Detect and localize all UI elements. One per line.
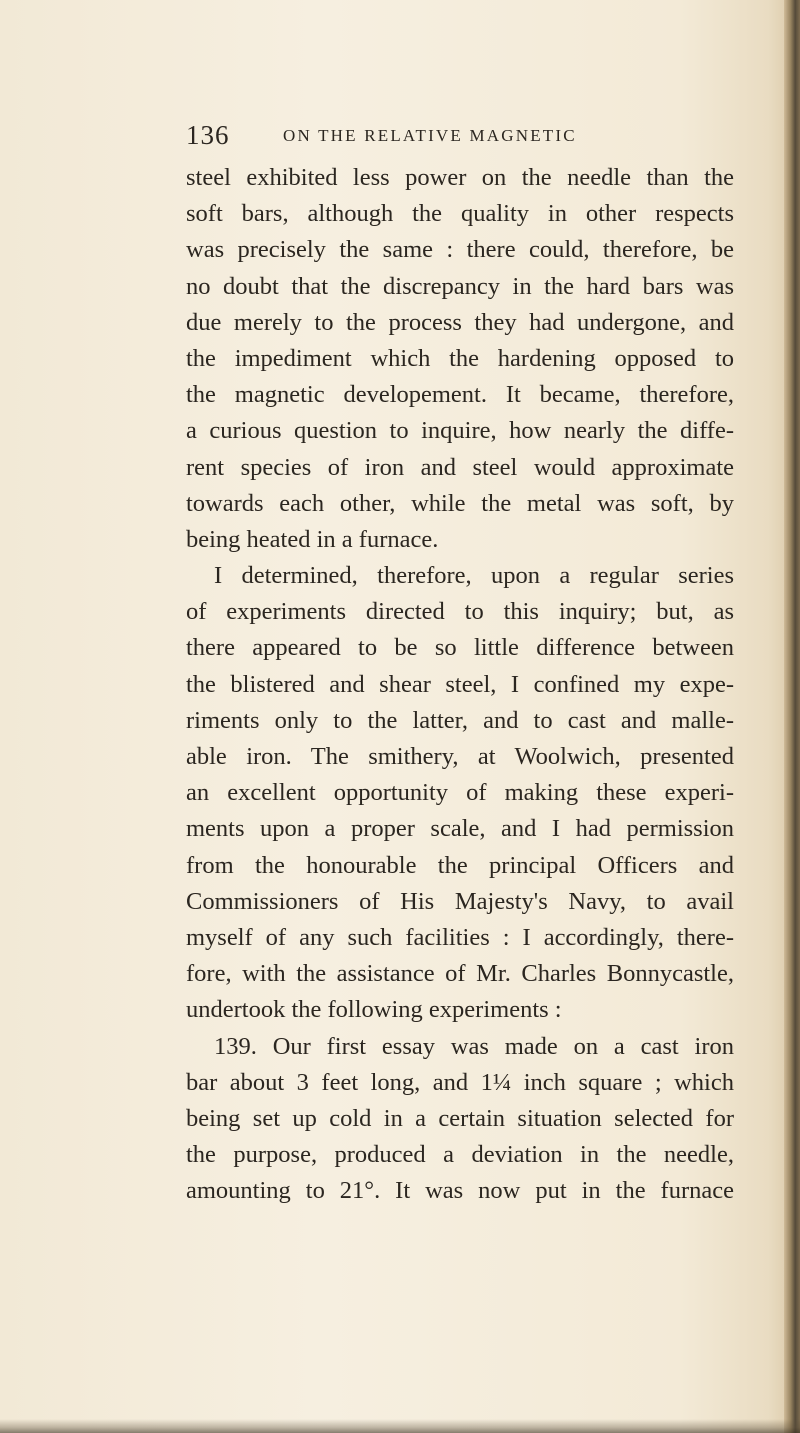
text-line: amounting to 21°. It was now put in the furnace bbox=[186, 1177, 734, 1205]
page-binding-edge bbox=[784, 0, 800, 1433]
text-line: steel exhibited less power on the needle than the bbox=[186, 164, 734, 191]
running-head: ON THE RELATIVE MAGNETIC bbox=[283, 126, 577, 145]
text-line: being heated in a furnace. bbox=[186, 525, 439, 553]
text-line: towards each other, while the metal was soft, by bbox=[186, 489, 734, 517]
text-line: the magnetic developement. It became, therefore, bbox=[186, 381, 734, 409]
page-number: 136 bbox=[186, 120, 230, 150]
text-line: ments upon a proper scale, and I had permission bbox=[186, 815, 734, 843]
page-bottom-edge bbox=[0, 1419, 800, 1433]
text-line: soft bars, although the quality in other respects bbox=[186, 200, 734, 228]
text-line: myself of any such facilities : I accordingly, there- bbox=[186, 923, 734, 951]
text-line: an excellent opportunity of making these experi- bbox=[186, 779, 734, 807]
text-line: Commissioners of His Majesty's Navy, to avail bbox=[186, 887, 734, 915]
text-line: being set up cold in a certain situation selected for bbox=[186, 1104, 734, 1132]
text-line: fore, with the assistance of Mr. Charles Bonnycastle, bbox=[186, 960, 734, 988]
text-line: a curious question to inquire, how nearly the diffe- bbox=[186, 417, 734, 445]
text-line: from the honourable the principal Officers and bbox=[186, 851, 734, 879]
text-line: bar about 3 feet long, and 1¼ inch square ; which bbox=[186, 1068, 734, 1096]
text-line: the impediment which the hardening opposed to bbox=[186, 344, 734, 372]
body-text bbox=[186, 160, 734, 1209]
text-line: rent species of iron and steel would approximate bbox=[186, 453, 734, 481]
text-line: the purpose, produced a deviation in the needle, bbox=[186, 1141, 734, 1169]
text-line: the blistered and shear steel, I confined my expe- bbox=[186, 670, 734, 698]
text-line: able iron. The smithery, at Woolwich, presented bbox=[186, 743, 734, 770]
text-line: there appeared to be so little difference between bbox=[186, 634, 734, 662]
text-line: of experiments directed to this inquiry; but, as bbox=[186, 598, 734, 626]
paragraph-start-line: I determined, therefore, upon a regular series bbox=[214, 562, 734, 590]
text-line: due merely to the process they had undergone, and bbox=[186, 308, 734, 336]
text-line: undertook the following experiments : bbox=[186, 996, 562, 1024]
text-line: riments only to the latter, and to cast and malle- bbox=[186, 706, 734, 734]
text-line: no doubt that the discrepancy in the hard bars was bbox=[186, 272, 734, 300]
paragraph-start-line: 139. Our first essay was made on a cast iron bbox=[214, 1032, 734, 1060]
text-line: was precisely the same : there could, therefore, be bbox=[186, 236, 734, 264]
